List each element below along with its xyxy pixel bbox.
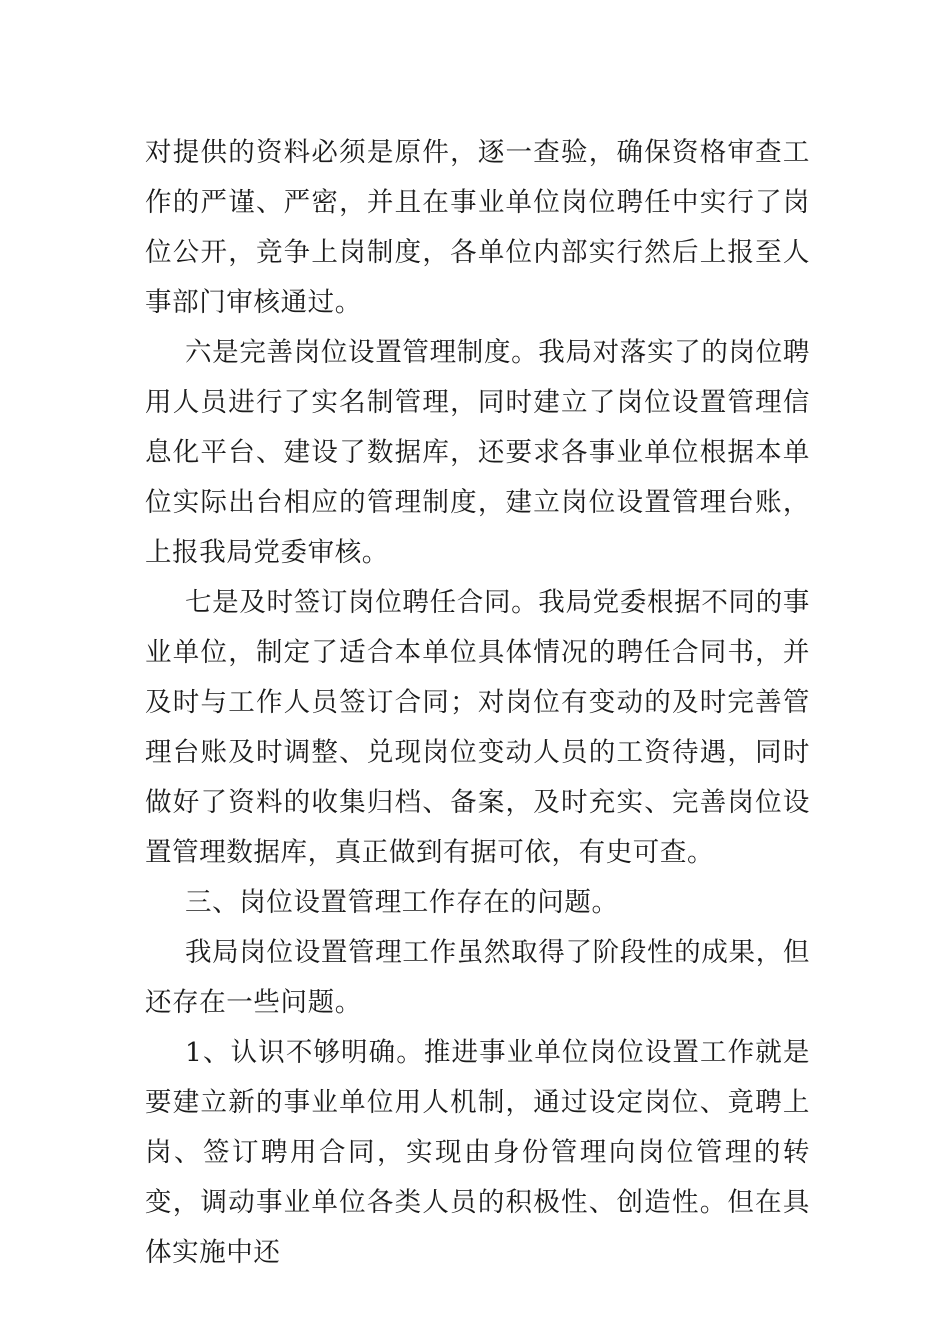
document-body: [145, 128, 810, 1278]
paragraph-item-seven: 七是及时签订岗位聘任合同。我局党委根据不同的事业单位，制定了适合本单位具体情况的聘任合同书，并及时与工作人员签订合同；对岗位有变动的及时完善管理台账及时调整、兑现岗位变动人员的工资待遇，同时做好了资料的收集归档、备案，及时充实、完善岗位设置管理数据库，真正做到有据可依，有史可查。: [145, 587, 810, 868]
paragraph-item-six: 六是完善岗位设置管理制度。我局对落实了的岗位聘用人员进行了实名制管理，同时建立了岗位设置管理信息化平台、建设了数据库，还要求各事业单位根据本单位实际出台相应的管理制度，建立岗位设置管理台账，上报我局党委审核。: [145, 337, 810, 568]
paragraph-problems-intro: 我局岗位设置管理工作虽然取得了阶段性的成果，但还存在一些问题。: [145, 937, 810, 1018]
paragraph-qualification-review: 对提供的资料必须是原件，逐一查验，确保资格审查工作的严谨、严密，并且在事业单位岗位聘任中实行了岗位公开，竞争上岗制度，各单位内部实行然后上报至人事部门审核通过。: [145, 137, 810, 318]
paragraph-problem-one: 1、认识不够明确。推进事业单位岗位设置工作就是要建立新的事业单位用人机制，通过设定岗位、竟聘上岗、签订聘用合同，实现由身份管理向岗位管理的转变，调动事业单位各类人员的积极性、创造性。但在具体实施中还: [145, 1037, 810, 1268]
section-heading-problems: 三、岗位设置管理工作存在的问题。: [185, 887, 619, 918]
